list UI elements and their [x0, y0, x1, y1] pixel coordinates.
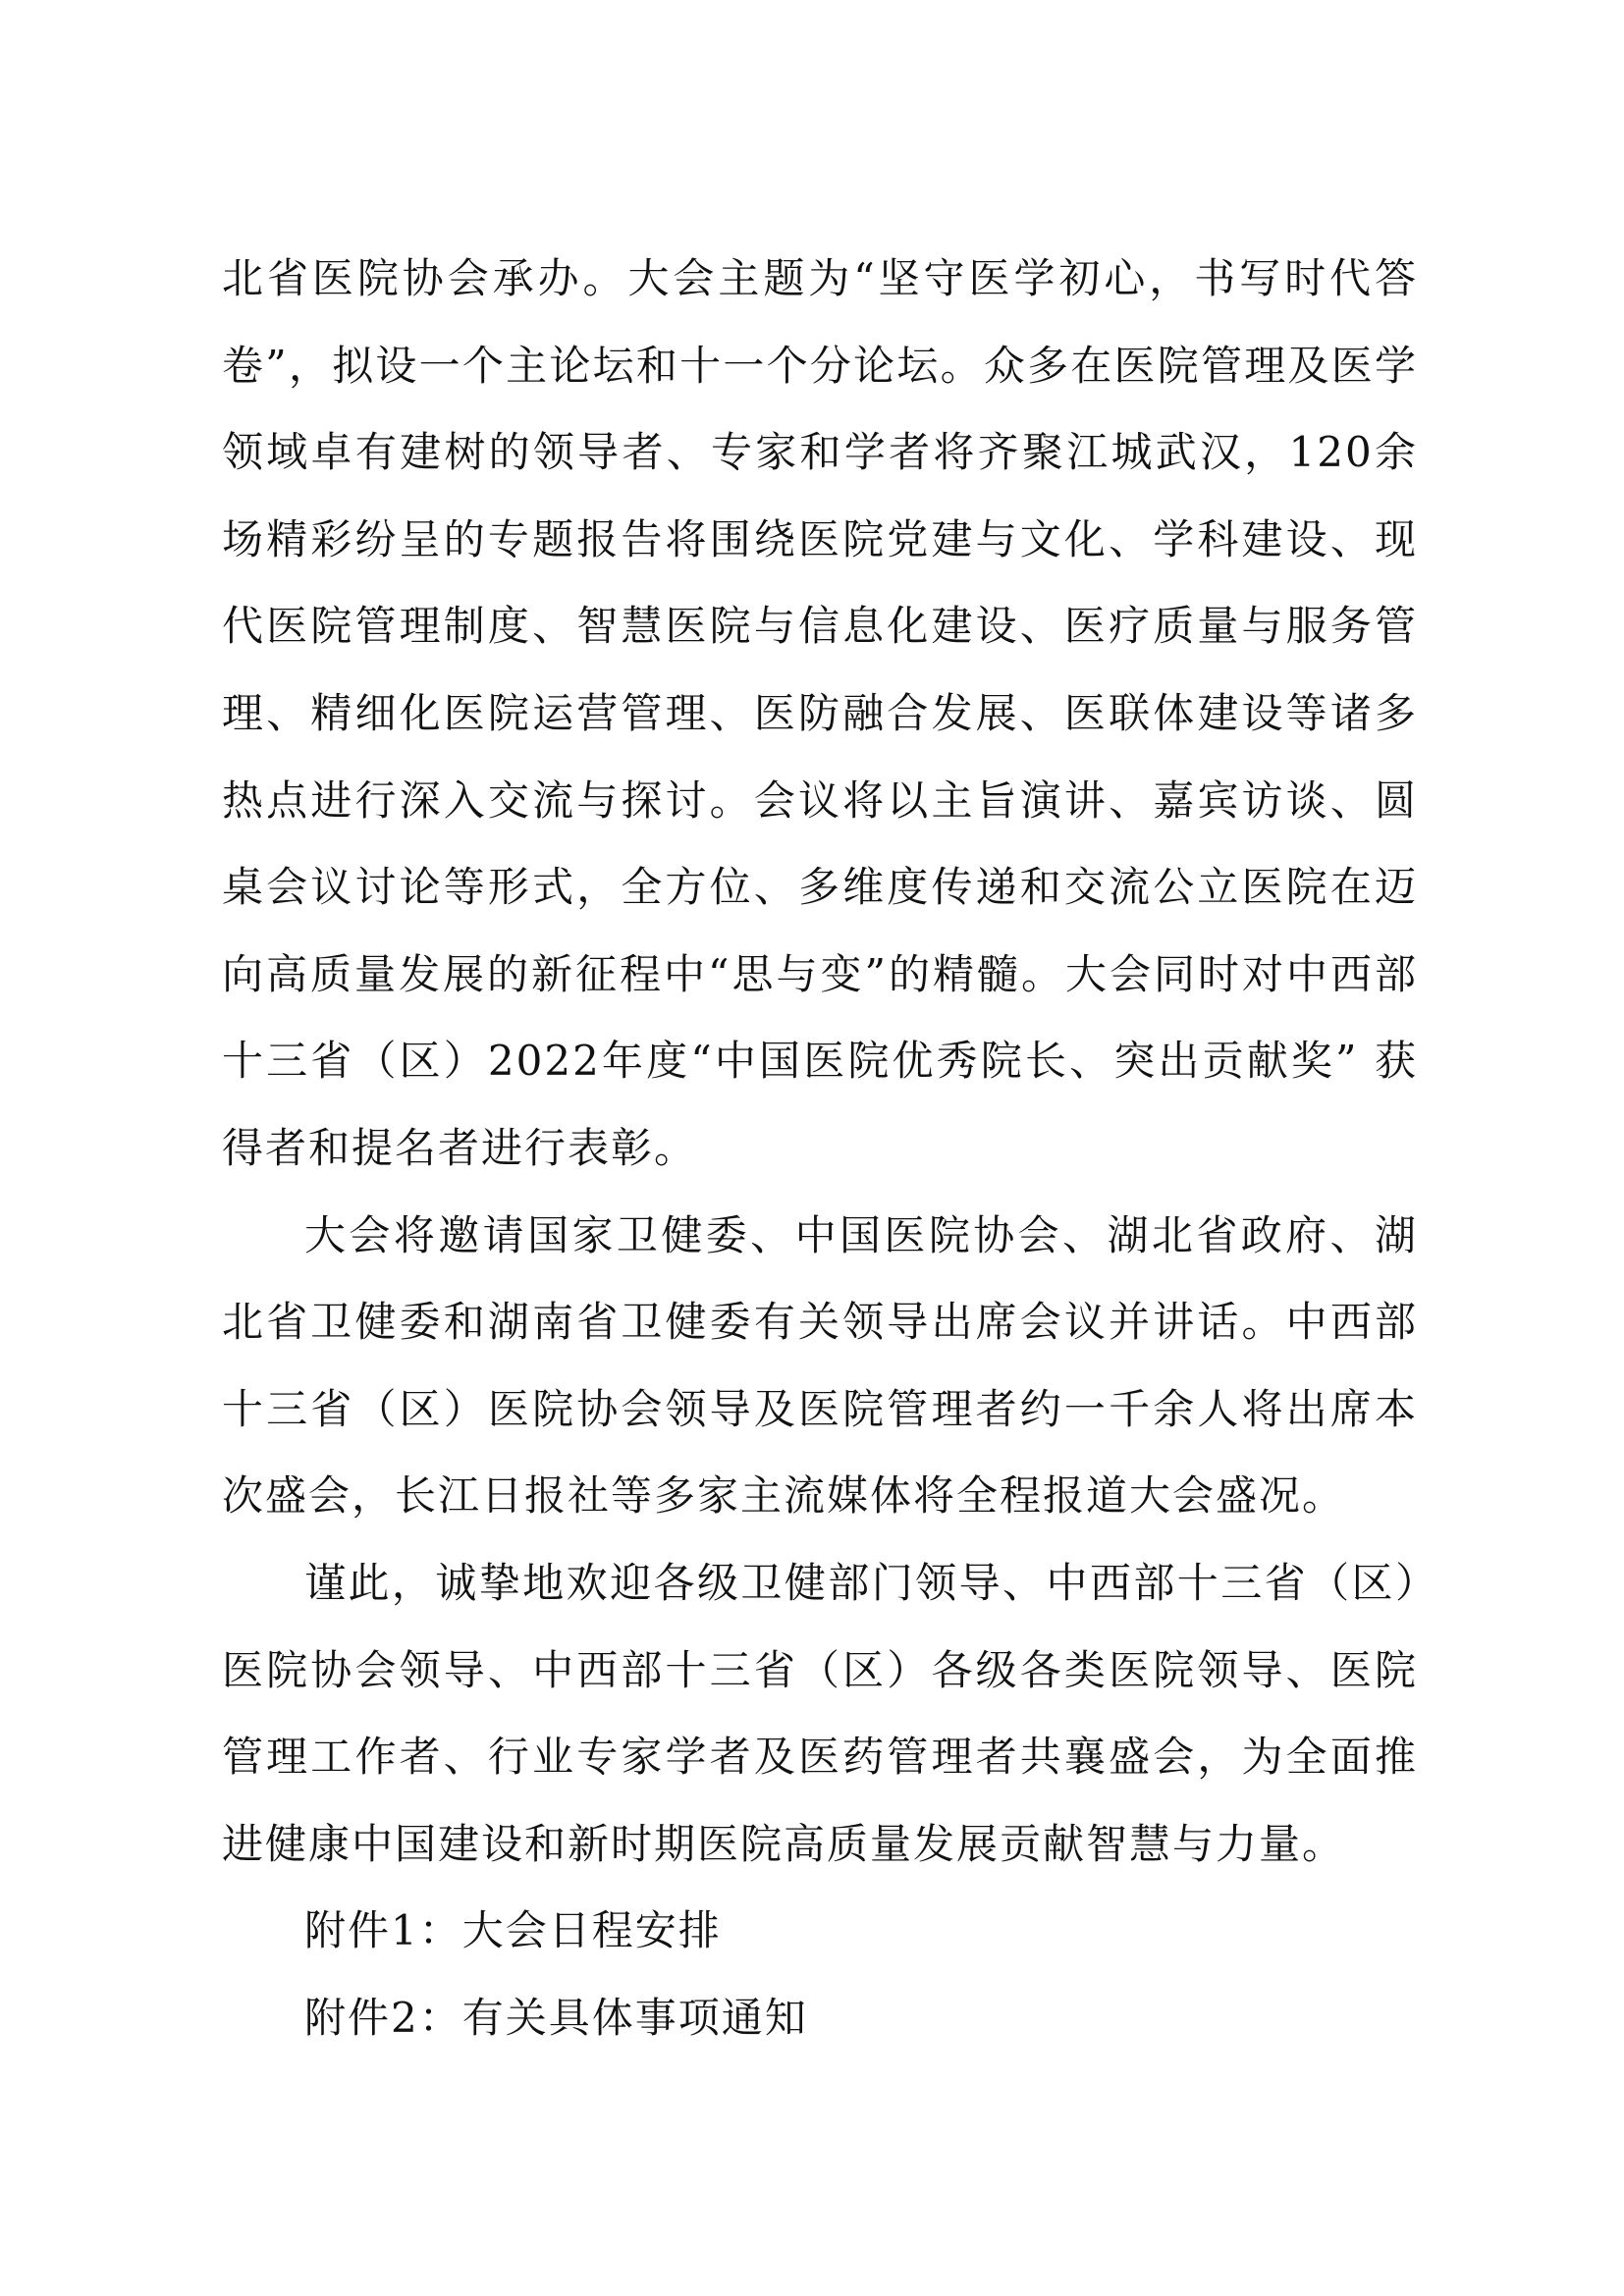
- document-page: [222, 236, 1418, 2061]
- body-paragraph-invitation: 大会将邀请国家卫健委、中国医院协会、湖北省政府、湖北省卫健委和湖南省卫健委有关领导出席会议并讲话。中西部十三省（区）医院协会领导及医院管理者约一千余人将出席本次盛会，长江日报社等多家主流媒体将全程报道大会盛况。: [222, 1210, 1418, 1521]
- attachment-2: 附件2：有关具体事项通知: [304, 1993, 808, 2042]
- attachment-1: 附件1：大会日程安排: [304, 1906, 722, 1955]
- body-paragraph-welcome: 谨此，诚挚地欢迎各级卫健部门领导、中西部十三省（区）医院协会领导、中西部十三省（区）各级各类医院领导、医院管理工作者、行业专家学者及医药管理者共襄盛会，为全面推进健康中国建设和新时期医院高质量发展贡献智慧与力量。: [222, 1558, 1418, 1868]
- body-paragraph-continued: 北省医院协会承办。大会主题为“坚守医学初心，书写时代答卷”，拟设一个主论坛和十一个分论坛。众多在医院管理及医学领域卓有建树的领导者、专家和学者将齐聚江城武汉，120余场精彩纷呈的专题报告将围绕医院党建与文化、学科建设、现代医院管理制度、智慧医院与信息化建设、医疗质量与服务管理、精细化医院运营管理、医防融合发展、医联体建设等诸多热点进行深入交流与探讨。会议将以主旨演讲、嘉宾访谈、圆桌会议讨论等形式，全方位、多维度传递和交流公立医院在迈向高质量发展的新征程中“思与变”的精髓。大会同时对中西部十三省（区）2022年度“中国医院优秀院长、突出贡献奖” 获得者和提名者进行表彰。: [222, 254, 1418, 1172]
